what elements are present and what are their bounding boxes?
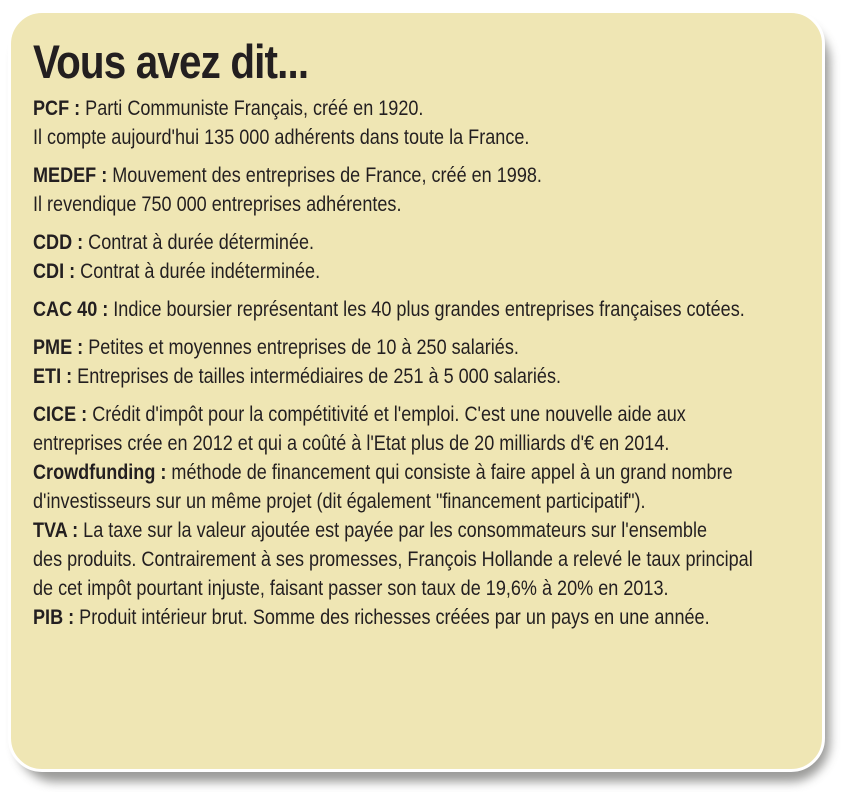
term-label: TVA :	[33, 518, 79, 542]
glossary-line	[33, 228, 688, 257]
term-definition: Indice boursier représentant les 40 plus grandes entreprises françaises cotées.	[108, 297, 745, 321]
term-definition: Il revendique 750 000 entreprises adhérentes.	[33, 192, 402, 216]
term-definition: d'investisseurs sur un même projet (dit également "financement participatif").	[33, 489, 646, 513]
glossary-line	[33, 487, 688, 516]
glossary-group-finance	[33, 400, 813, 632]
glossary-content	[33, 34, 813, 641]
term-definition: méthode de financement qui consiste à faire appel à un grand nombre	[166, 460, 733, 484]
glossary-line	[33, 429, 688, 458]
term-label: CDD :	[33, 230, 84, 254]
term-definition: Parti Communiste Français, créé en 1920.	[80, 96, 424, 120]
term-label: PIB :	[33, 605, 75, 629]
term-definition: des produits. Contrairement à ses promesses, François Hollande a relevé le taux principal	[33, 547, 753, 571]
glossary-group-contracts	[33, 228, 813, 286]
glossary-line	[33, 161, 688, 190]
term-label: PCF :	[33, 96, 81, 120]
term-definition: Petites et moyennes entreprises de 10 à 250 salariés.	[83, 335, 519, 359]
term-label: CAC 40 :	[33, 297, 109, 321]
term-definition: entreprises crée en 2012 et qui a coûté à l'Etat plus de 20 milliards d'€ en 2014.	[33, 431, 670, 455]
term-definition: Produit intérieur brut. Somme des richesses créées par un pays en une année.	[74, 605, 710, 629]
term-definition: de cet impôt pourtant injuste, faisant passer son taux de 19,6% à 20% en 2013.	[33, 576, 669, 600]
glossary-group-companies	[33, 333, 813, 391]
glossary-line	[33, 400, 688, 429]
term-label: CDI :	[33, 259, 76, 283]
glossary-line	[33, 362, 688, 391]
term-label: MEDEF :	[33, 163, 108, 187]
term-definition: Crédit d'impôt pour la compétitivité et l'emploi. C'est une nouvelle aide aux	[87, 402, 686, 426]
glossary-line	[33, 295, 745, 324]
term-label: ETI :	[33, 364, 73, 388]
term-definition: Mouvement des entreprises de France, créé en 1998.	[107, 163, 542, 187]
term-definition: Il compte aujourd'hui 135 000 adhérents dans toute la France.	[33, 125, 530, 149]
term-definition: Contrat à durée indéterminée.	[75, 259, 321, 283]
glossary-line	[33, 94, 688, 123]
glossary-line	[33, 545, 753, 574]
glossary-line	[33, 458, 733, 487]
glossary-line	[33, 333, 688, 362]
glossary-line	[33, 257, 688, 286]
glossary-group-medef	[33, 161, 813, 219]
glossary-line	[33, 190, 688, 219]
term-definition: Contrat à durée déterminée.	[83, 230, 315, 254]
glossary-group-cac40	[33, 295, 813, 324]
term-definition: La taxe sur la valeur ajoutée est payée par les consommateurs sur l'ensemble	[78, 518, 708, 542]
term-definition: Entreprises de tailles intermédiaires de 251 à 5 000 salariés.	[72, 364, 562, 388]
glossary-line	[33, 603, 710, 632]
glossary-group-pcf	[33, 94, 813, 152]
term-label: CICE :	[33, 402, 88, 426]
glossary-line	[33, 123, 688, 152]
glossary-line	[33, 516, 708, 545]
term-label: PME :	[33, 335, 84, 359]
glossary-line	[33, 574, 688, 603]
glossary-title: Vous avez dit...	[33, 35, 309, 88]
term-label: Crowdfunding :	[33, 460, 167, 484]
